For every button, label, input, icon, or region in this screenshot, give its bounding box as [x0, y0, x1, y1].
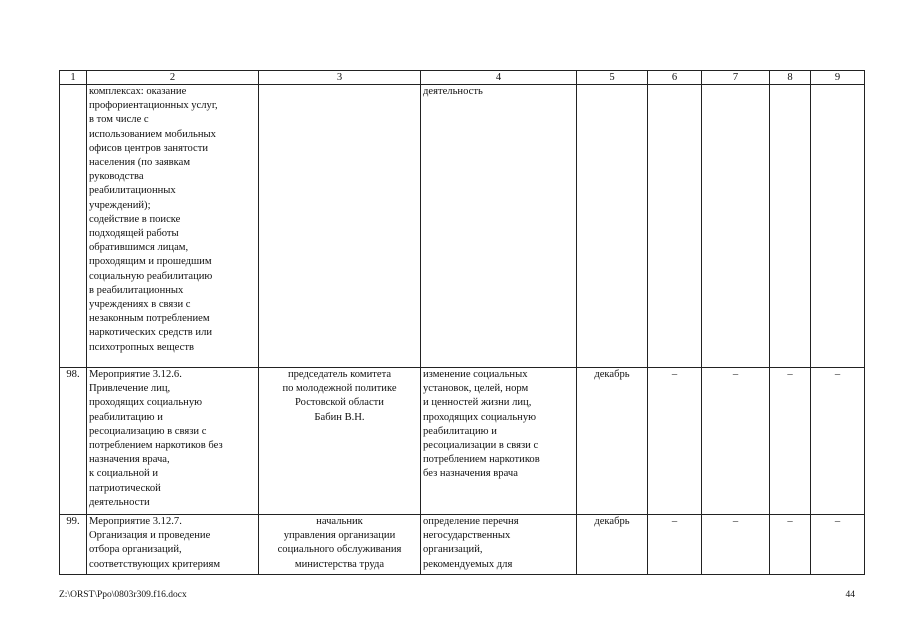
responsible-person: председатель комитета по молодежной политике Ростовской области Бабин В.Н.: [259, 368, 421, 515]
expected-result: деятельность: [421, 85, 577, 368]
responsible-person: [259, 85, 421, 368]
deadline: декабрь: [577, 515, 648, 575]
cell-col8: [770, 85, 811, 368]
file-path: Z:\ORST\Ppo\0803r309.f16.docx: [59, 590, 187, 600]
measure-description: комплексах: оказание профориентационных услуг, в том числе с использованием мобильных офисов центров занятости населения (по заявкам руководства реабилитационных учреждений); содействие в поиске подходящей работы обратившимся лицам, проходящим и прошедшим социальную реабилитацию в реабилитационных учреждениях в связи с незаконным потреблением наркотических средств или психотропных веществ: [87, 85, 259, 368]
responsible-person: начальник управления организации социального обслуживания министерства труда: [259, 515, 421, 575]
page-number: 44: [845, 590, 855, 600]
expected-result: определение перечня негосударственных организаций, рекомендуемых для: [421, 515, 577, 575]
cell-col9: –: [811, 368, 865, 515]
header-cell: 2: [87, 71, 259, 85]
row-number: 98.: [60, 368, 87, 515]
table-row: [60, 515, 865, 575]
table-row: [60, 85, 865, 368]
header-cell: 9: [811, 71, 865, 85]
row-number: 99.: [60, 515, 87, 575]
cell-col7: –: [702, 515, 770, 575]
cell-col7: [702, 85, 770, 368]
header-cell: 4: [421, 71, 577, 85]
header-cell: 3: [259, 71, 421, 85]
header-cell: 1: [60, 71, 87, 85]
expected-result: изменение социальных установок, целей, норм и ценностей жизни лиц, проходящих социальную реабилитацию и ресоциализации в связи с потреблением наркотиков без назначения врача: [421, 368, 577, 515]
measure-description: Мероприятие 3.12.6. Привлечение лиц, проходящих социальную реабилитацию и ресоциализацию в связи с потреблением наркотиков без назначения врача, к социальной и патриотической деятельности: [87, 368, 259, 515]
deadline: декабрь: [577, 368, 648, 515]
cell-col6: [648, 85, 702, 368]
header-cell: 8: [770, 71, 811, 85]
table-row: [60, 368, 865, 515]
cell-col6: –: [648, 515, 702, 575]
cell-col7: –: [702, 368, 770, 515]
header-cell: 7: [702, 71, 770, 85]
table-header-row: [60, 71, 865, 85]
measure-description: Мероприятие 3.12.7. Организация и проведение отбора организаций, соответствующих критериям: [87, 515, 259, 575]
row-number: [60, 85, 87, 368]
header-cell: 5: [577, 71, 648, 85]
header-cell: 6: [648, 71, 702, 85]
cell-col6: –: [648, 368, 702, 515]
cell-col8: –: [770, 368, 811, 515]
cell-col9: [811, 85, 865, 368]
measures-table: [59, 70, 865, 575]
deadline: [577, 85, 648, 368]
cell-col8: –: [770, 515, 811, 575]
cell-col9: –: [811, 515, 865, 575]
